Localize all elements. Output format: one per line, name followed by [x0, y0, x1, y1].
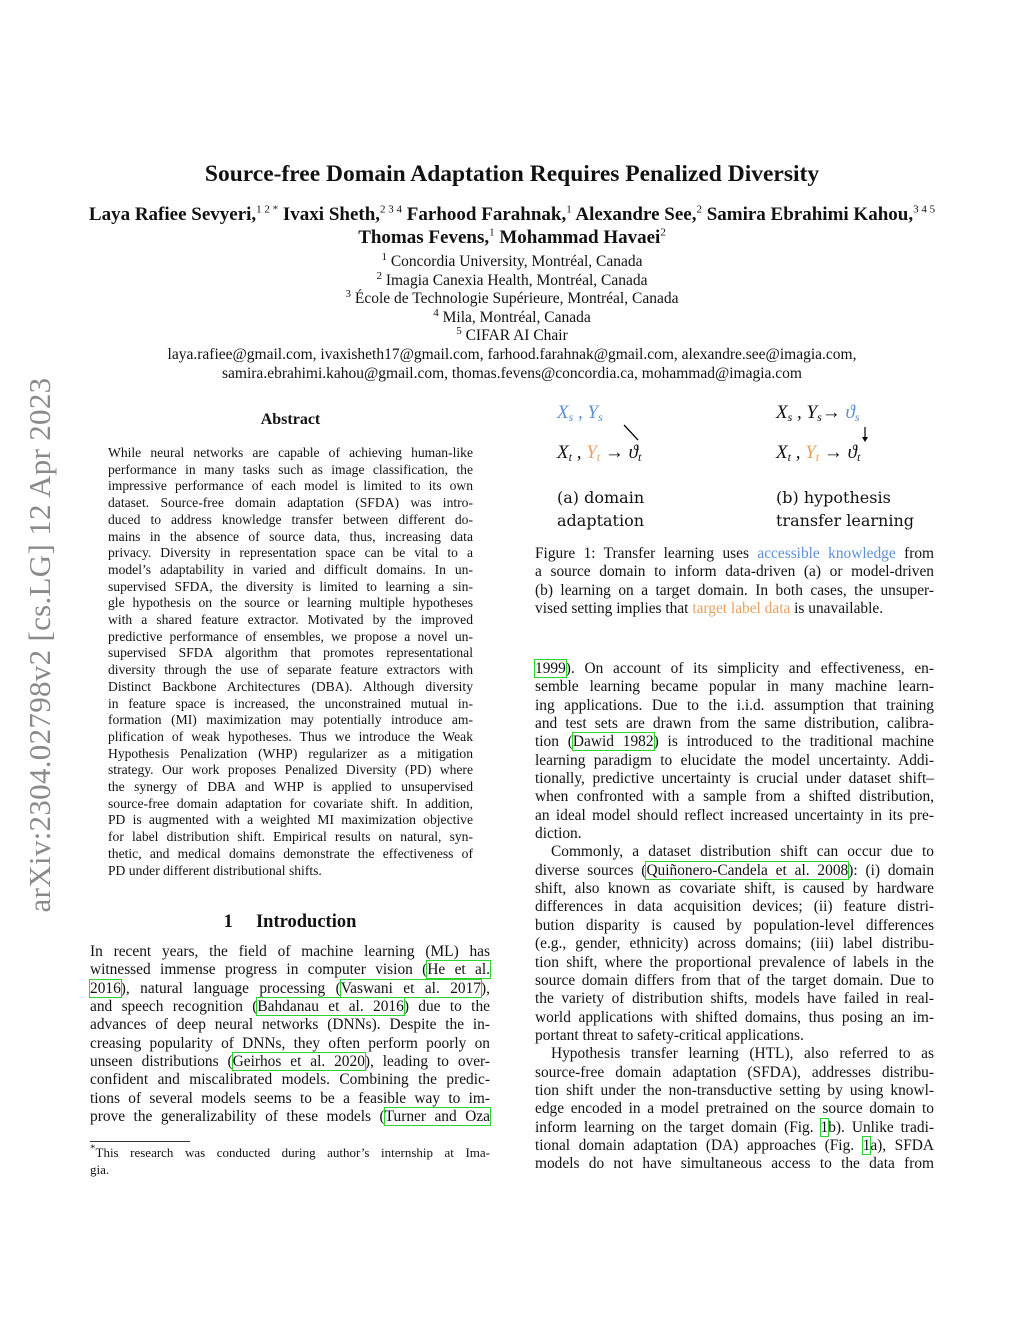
- text-line: [108, 796, 473, 813]
- citation-link[interactable]: 1: [862, 1136, 871, 1154]
- text-line: [535, 1082, 934, 1100]
- text-span: in feature space is increased, the unconstrained mutual in-: [108, 695, 473, 711]
- text-span: ), leading to over-: [364, 1053, 490, 1071]
- text-line: [535, 600, 934, 618]
- text-span: dataset. Source-free domain adaptation (SFDA) was intro-: [108, 495, 473, 511]
- text-span: creasing popularity of DNNs, they often perform poorly on: [90, 1034, 490, 1052]
- text-span: impressive performance of each model is limited to its own: [108, 478, 473, 494]
- arxiv-side-label: arXiv:2304.02798v2 [cs.LG] 12 Apr 2023: [22, 377, 57, 913]
- text-span: tional domain adaptation (DA) approaches (Fig.: [535, 1136, 863, 1154]
- text-span: shift, also known as covariate shift, is caused by hardware: [535, 880, 934, 898]
- text-span: when confronted with a sample from a shifted distribution,: [535, 788, 934, 806]
- text-line: [535, 1119, 934, 1137]
- text-span: performance in many tasks such as image classification, the: [108, 461, 473, 477]
- text-line: [535, 1137, 934, 1155]
- paper-header: [70, 160, 954, 383]
- text-span: gle hypothesis on the source or learning multiple hypotheses: [108, 595, 473, 611]
- figure-caption: [535, 545, 934, 618]
- text-span: and speech recognition (: [90, 998, 258, 1016]
- text-span: world applications with shifted domains, thus posing an im-: [535, 1008, 934, 1026]
- text-line: [535, 752, 934, 770]
- abstract-body: [108, 445, 473, 879]
- citation-link[interactable]: Turner and Oza: [384, 1108, 490, 1126]
- author-name: Farhood Farahnak,: [406, 204, 567, 225]
- text-line: [108, 512, 473, 529]
- citation-link[interactable]: Geirhos et al. 2020: [232, 1053, 365, 1071]
- text-span: ), natural language processing (: [120, 979, 341, 997]
- introduction-body: [90, 943, 490, 1126]
- text-line: [535, 545, 934, 563]
- text-span: ): (i) domain: [848, 861, 935, 879]
- citation-link[interactable]: 1999: [535, 660, 566, 677]
- text-span: bution disparity is caused by population-level differences: [535, 916, 934, 934]
- text-line: [535, 862, 934, 880]
- affiliation: [70, 250, 954, 272]
- text-span: portant threat to safety-critical applications.: [535, 1026, 804, 1044]
- author-affil-mark: 1 2 *: [256, 203, 279, 216]
- text-line: [90, 980, 490, 998]
- text-span: source-free domain adaptation (SFDA), addresses distribu-: [535, 1063, 934, 1081]
- caption-line: adaptation: [557, 511, 645, 530]
- author-name: Alexandre See,: [575, 204, 697, 225]
- text-span: the variety of distribution shifts, models have failed in real-: [535, 990, 934, 1008]
- footnote-rule: [90, 1141, 190, 1142]
- text-span: mains in the absence of source data, thus, increasing data: [108, 528, 473, 544]
- affil-number: 2: [376, 269, 382, 282]
- text-line: [90, 998, 490, 1016]
- text-span: Hypothesis transfer learning (HTL), also referred to as: [551, 1045, 934, 1063]
- author-name: Ivaxi Sheth,: [282, 204, 381, 225]
- text-line: [535, 917, 934, 935]
- text-line: [90, 1161, 490, 1178]
- text-line: [108, 662, 473, 679]
- citation-link[interactable]: 1: [820, 1118, 829, 1136]
- author-name: Samira Ebrahimi Kahou,: [706, 204, 914, 225]
- author: [283, 204, 402, 225]
- text-span: ) is introduced to the traditional machine: [653, 733, 934, 751]
- citation-link[interactable]: Quiñonero-Candela et al. 2008: [646, 861, 849, 879]
- text-span: tion shift under the non-transductive setting by using knowl-: [535, 1081, 934, 1099]
- affil-name: Mila, Montréal, Canada: [442, 308, 591, 326]
- text-span: tionally, predictive uncertainty is crucial under dataset shift–: [535, 770, 934, 788]
- text-line: [108, 679, 473, 696]
- affiliation: [70, 269, 954, 291]
- text-line: [108, 829, 473, 846]
- text-line: [108, 645, 473, 662]
- affil-number: 4: [433, 306, 439, 319]
- text-line: [108, 595, 473, 612]
- source-data-label: $X_s$ , $Y_s$: [557, 402, 603, 424]
- text-line: [108, 629, 473, 646]
- text-line: [535, 788, 934, 806]
- text-line: [535, 697, 934, 715]
- text-span: supervised SFDA algorithm that promotes representational: [108, 645, 473, 661]
- text-line: [535, 898, 934, 916]
- text-span: inform learning on the target domain (Fig.: [535, 1118, 821, 1136]
- caption-line: (a) domain: [557, 488, 645, 507]
- text-span: tion (: [535, 733, 573, 751]
- text-span: plification of weak hypotheses. Thus we introduce the Weak: [108, 728, 473, 744]
- author: [707, 204, 935, 225]
- text-line: [535, 825, 934, 843]
- text-line: [535, 954, 934, 972]
- text-span: Distinct Backbone Architectures (DBA). Although diversity: [108, 678, 473, 694]
- text-span: strategy. Our work proposes Penalized Diversity (PD) where: [108, 762, 473, 778]
- text-line: [90, 1053, 490, 1071]
- text-span: source-free domain adaptation for covariate shift. In addition,: [108, 795, 473, 811]
- author: [358, 227, 494, 248]
- text-line: [108, 779, 473, 796]
- author-affil-mark: 2: [696, 203, 702, 216]
- introduction-heading: 1 Introduction: [223, 912, 357, 932]
- footnote: [90, 1144, 490, 1178]
- text-span: ) due to the: [403, 998, 490, 1016]
- text-line: [90, 961, 490, 979]
- author-affil-mark: 2: [660, 226, 666, 239]
- text-span: ),: [481, 979, 490, 997]
- author: [89, 204, 278, 225]
- text-span: with a shared feature extractor. Motivated by the improved: [108, 612, 473, 628]
- affiliation: [70, 290, 954, 309]
- right-column-body: [535, 660, 934, 1174]
- text-span: b). Unlike tradi-: [828, 1118, 934, 1136]
- text-line: [108, 846, 473, 863]
- text-span: witnessed immense progress in computer vision (: [90, 961, 428, 979]
- text-line: [108, 612, 473, 629]
- author-affil-mark: 3 4 5: [913, 203, 936, 216]
- text-line: [90, 1108, 490, 1126]
- text-line: [535, 715, 934, 733]
- text-line: [108, 712, 473, 729]
- subfigure-b-caption: [776, 486, 914, 532]
- affil-name: CIFAR AI Chair: [465, 327, 568, 345]
- text-span: diverse sources (: [535, 861, 647, 879]
- text-span: unseen distributions (: [90, 1053, 233, 1071]
- text-span: from: [895, 545, 934, 562]
- author-name: Laya Rafiee Sevyeri,: [88, 204, 257, 225]
- text-line: [535, 1155, 934, 1173]
- text-span: diversity through the use of separate feature extractors with: [108, 662, 473, 678]
- text-line: [535, 770, 934, 788]
- citation-link[interactable]: 2016: [90, 979, 121, 997]
- text-line: [90, 943, 490, 961]
- text-span: edge encoded in a model pretrained on the source domain to: [535, 1100, 934, 1118]
- text-span: thetic, and medical domains demonstrate the effectiveness of: [108, 845, 473, 861]
- text-span: duced to address knowledge transfer between different do-: [108, 511, 473, 527]
- text-line: [108, 478, 473, 495]
- text-span: vised setting implies that: [535, 600, 693, 618]
- text-line: [535, 582, 934, 600]
- affil-name: École de Technologie Supérieure, Montréal, Canada: [354, 290, 679, 308]
- text-span: a source domain to inform data-driven (a) or model-driven: [535, 563, 934, 581]
- text-span: gia.: [90, 1162, 110, 1177]
- text-span: Figure 1: Transfer learning uses: [535, 545, 758, 562]
- text-line: [108, 562, 473, 579]
- text-span: semble learning became popular in many machine learn-: [535, 678, 934, 696]
- text-line: [108, 545, 473, 562]
- text-line: [535, 1045, 934, 1063]
- affil-number: 1: [381, 250, 387, 263]
- text-span: While neural networks are capable of achieving human-like: [108, 445, 473, 460]
- text-line: [535, 1027, 934, 1045]
- paper-title: Source-free Domain Adaptation Requires Penalized Diversity: [204, 161, 820, 187]
- affil-name: Concordia University, Montréal, Canada: [390, 253, 643, 270]
- text-line: [108, 495, 473, 512]
- text-line: [108, 462, 473, 479]
- author-affil-mark: 1: [489, 226, 495, 239]
- author: [575, 204, 702, 225]
- text-line: [108, 445, 473, 462]
- text-line: [535, 1100, 934, 1118]
- text-line: [108, 529, 473, 546]
- text-span: models do not have simultaneous access to the data from: [535, 1155, 934, 1173]
- text-span: ing applications. Due to the i.i.d. assumption that training: [535, 696, 934, 714]
- arrow-down-icon: [860, 427, 870, 443]
- arrow-icon: [623, 424, 643, 444]
- text-span: In recent years, the field of machine learning (ML) has: [90, 943, 490, 960]
- text-line: [535, 807, 934, 825]
- footnote-mark: *: [90, 1142, 96, 1155]
- text-span: a), SFDA: [870, 1136, 934, 1154]
- text-line: [535, 660, 934, 678]
- citation-link[interactable]: Dawid 1982: [572, 733, 654, 751]
- affil-number: 3: [345, 288, 352, 301]
- text-span: supervised SFDA, the diversity is limited to learning a sin-: [108, 578, 473, 594]
- text-span: predictive performance of ensembles, we propose a novel un-: [108, 628, 473, 644]
- text-span: (e.g., gender, ethnicity) across domains; (iii) label distribu-: [535, 935, 934, 953]
- text-span: tion shift, where the proportional prevalence of labels in the: [535, 953, 934, 971]
- abstract-heading: Abstract: [260, 411, 321, 428]
- text-span: and test sets are drawn from the same distribution, calibra-: [535, 715, 934, 733]
- text-span: is unavailable.: [790, 600, 884, 618]
- author: [407, 204, 572, 225]
- text-span: advances of deep neural networks (DNNs). Despite the in-: [90, 1016, 490, 1034]
- caption-line: (b) hypothesis: [776, 488, 891, 507]
- text-line: [535, 1009, 934, 1027]
- text-line: [535, 935, 934, 953]
- affiliation: [70, 306, 954, 328]
- text-line: [535, 678, 934, 696]
- text-span: diction.: [535, 825, 582, 843]
- author-name: Mohammad Havaei: [499, 227, 661, 248]
- subfigure-a-caption: [557, 486, 644, 532]
- email-line: laya.rafiee@gmail.com, ivaxisheth17@gmail.com, farhood.farahnak@gmail.com, alexandre.see@imagia.com,: [167, 345, 857, 363]
- target-data-label: $X_t$ , $Y_t \to ϑ_t$: [557, 442, 642, 464]
- text-span: differences in data acquisition devices; (ii) feature distri-: [535, 898, 934, 916]
- text-span: model’s adaptability in varied and difficult domains. In un-: [108, 561, 473, 577]
- text-span: PD under different distributional shifts.: [108, 862, 322, 878]
- target-data-label: $X_t$ , $Y_t \to ϑ_t$: [776, 442, 861, 464]
- affiliations: [70, 250, 954, 383]
- text-line: [90, 1071, 490, 1089]
- text-span: formation (MI) maximization may potentially introduce am-: [108, 712, 473, 728]
- author-name: Thomas Fevens,: [358, 227, 490, 248]
- citation-link[interactable]: Bahdanau et al. 2016: [257, 998, 404, 1016]
- text-line: [535, 880, 934, 898]
- author-affil-mark: 2 3 4: [380, 203, 403, 216]
- text-span: privacy. Diversity in representation space can be vital to a: [108, 545, 473, 561]
- text-line: [535, 990, 934, 1008]
- text-span: ). On account of its simplicity and effectiveness, en-: [565, 660, 934, 677]
- text-line: [535, 733, 934, 751]
- text-line: [90, 1090, 490, 1108]
- text-line: [108, 863, 473, 880]
- author-list: [70, 203, 954, 249]
- caption-line: transfer learning: [776, 511, 914, 530]
- author-affil-mark: 1: [566, 203, 572, 216]
- text-line: [108, 696, 473, 713]
- text-line: [535, 972, 934, 990]
- citation-link[interactable]: He et al.: [427, 961, 491, 979]
- text-line: [108, 729, 473, 746]
- text-line: [535, 1064, 934, 1082]
- text-span: (b) learning on a target domain. In both cases, the unsuper-: [535, 581, 934, 599]
- text-line: [90, 1035, 490, 1053]
- affil-name: Imagia Canexia Health, Montréal, Canada: [385, 271, 648, 289]
- text-line: [535, 843, 934, 861]
- source-hypothesis-label: $X_s$ , $Y_s\to ϑ_s$: [776, 402, 860, 424]
- highlight-source-text: accessible knowledge: [757, 545, 896, 562]
- email-line: samira.ebrahimi.kahou@gmail.com, thomas.fevens@concordia.ca, mohammad@imagia.com: [222, 364, 802, 382]
- text-span: for label distribution shift. Empirical results on natural, syn-: [108, 829, 473, 845]
- text-span: prove the generalizability of these models (: [90, 1108, 385, 1126]
- text-span: This research was conducted during author’s internship at Ima-: [95, 1145, 490, 1160]
- text-line: [535, 563, 934, 581]
- text-line: [90, 1144, 490, 1161]
- text-span: the synergy of DBA and WHP is applied to unsupervised: [108, 779, 473, 795]
- author: [499, 227, 665, 248]
- text-line: [108, 812, 473, 829]
- text-span: learning paradigm to elucidate the model uncertainty. Addi-: [535, 751, 934, 769]
- text-span: Hypothesis Penalization (WHP) regularizer as a mitigation: [108, 745, 473, 761]
- text-span: Commonly, a dataset distribution shift can occur due to: [551, 843, 934, 861]
- text-span: source domain differs from that of the target domain. Due to: [535, 971, 934, 989]
- highlight-target-text: target label data: [692, 600, 791, 618]
- text-line: [90, 1016, 490, 1034]
- text-line: [108, 762, 473, 779]
- text-span: confident and miscalibrated models. Combining the predic-: [90, 1071, 490, 1089]
- text-span: an ideal model should reflect increased uncertainty in its pre-: [535, 806, 934, 824]
- affil-number: 5: [456, 325, 462, 338]
- text-span: tions of several models seems to be a feasible way to im-: [90, 1089, 490, 1107]
- text-line: [108, 746, 473, 763]
- text-line: [108, 579, 473, 596]
- affiliation: [70, 327, 954, 346]
- citation-link[interactable]: Vaswani et al. 2017: [340, 979, 482, 997]
- text-span: PD is augmented with a weighted MI maximization objective: [108, 812, 473, 828]
